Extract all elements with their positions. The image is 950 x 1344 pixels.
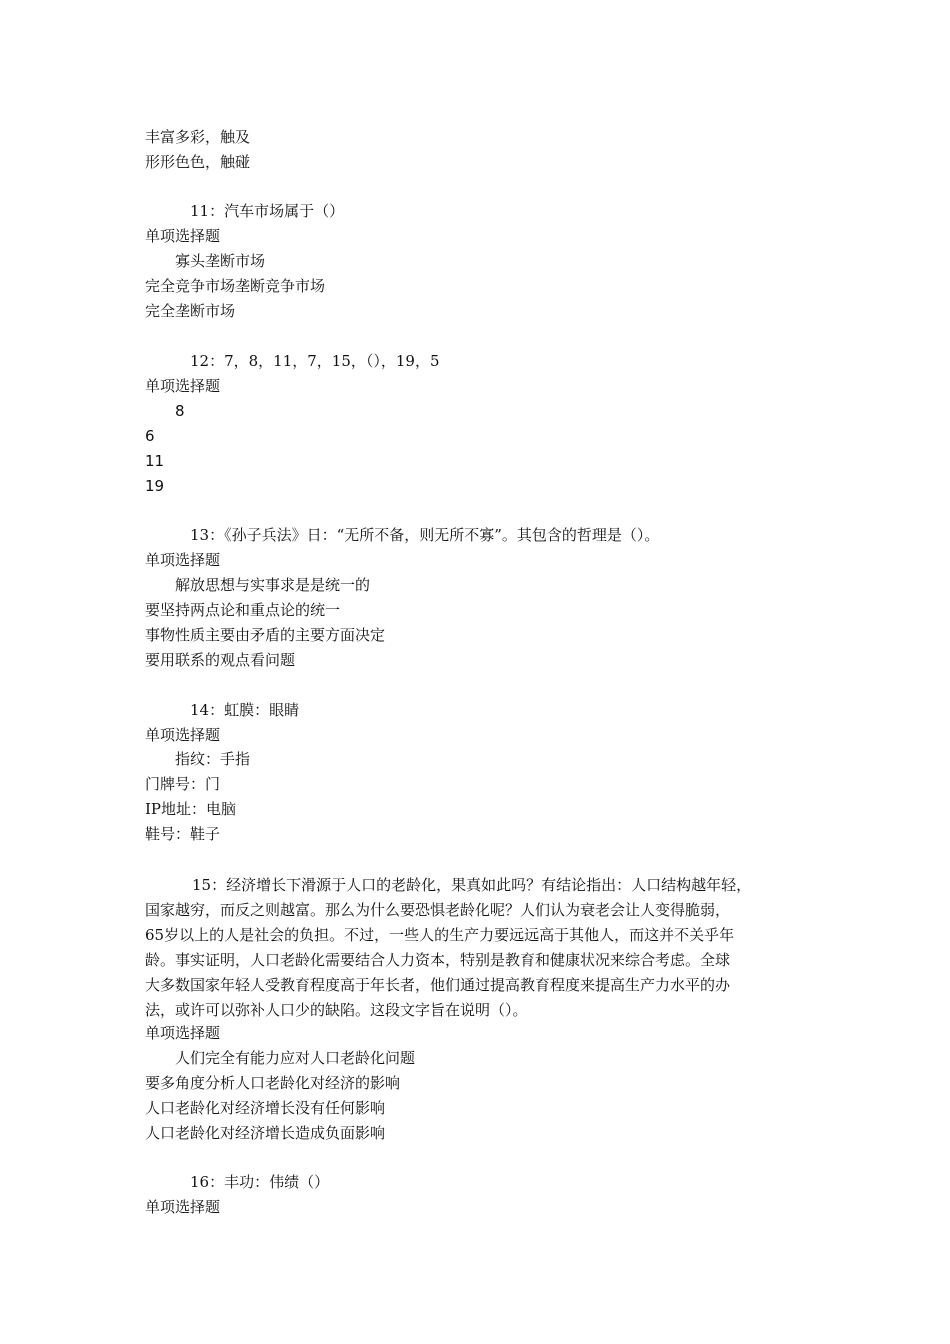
question-type: 单项选择题 bbox=[145, 1198, 221, 1216]
option-line: 指纹：手指 bbox=[175, 750, 251, 768]
question-type: 单项选择题 bbox=[145, 227, 221, 245]
option-line: 要坚持两点论和重点论的统一 bbox=[145, 601, 341, 619]
stem-line: 国家越穷，而反之则越富。那么为什么要恐惧老龄化呢？人们认为衰老会让人变得脆弱， bbox=[145, 901, 731, 919]
question-stem: 14：虹膜：眼睛 bbox=[190, 701, 300, 719]
stem-line: 法，或许可以弥补人口少的缺陷。这段文字旨在说明（）。 bbox=[145, 1001, 528, 1019]
stem-line: 65岁以上的人是社会的负担。不过，一些人的生产力要远远高于其他人，而这并不关乎年 bbox=[145, 926, 735, 944]
stem-line: 龄。事实证明，人口老龄化需要结合人力资本，特别是教育和健康状况来综合考虑。全球 bbox=[145, 951, 731, 969]
question-type: 单项选择题 bbox=[145, 377, 221, 395]
option-line: 门牌号：门 bbox=[145, 775, 221, 793]
question-type: 单项选择题 bbox=[145, 1024, 221, 1042]
option-line: 丰富多彩，触及 bbox=[145, 128, 251, 146]
option-line: 19 bbox=[145, 477, 165, 495]
option-line: 要用联系的观点看问题 bbox=[145, 651, 296, 669]
option-line: 11 bbox=[145, 452, 165, 470]
question-stem: 13：《孙子兵法》日：“无所不备，则无所不寡”。其包含的哲理是（）。 bbox=[190, 526, 660, 544]
stem-line: 15：经济增长下滑源于人口的老龄化，果真如此吗？有结论指出：人口结构越年轻， bbox=[192, 876, 752, 894]
option-line: 事物性质主要由矛盾的主要方面决定 bbox=[145, 626, 386, 644]
option-line: 解放思想与实事求是是统一的 bbox=[175, 576, 371, 594]
option-line: 寡头垄断市场 bbox=[175, 252, 266, 270]
option-line: 人口老龄化对经济增长造成负面影响 bbox=[145, 1124, 386, 1142]
question-stem: 12：7，8，11，7，15，（），19，5 bbox=[190, 352, 440, 370]
option-line: 8 bbox=[175, 402, 185, 420]
option-line: 完全垄断市场 bbox=[145, 302, 236, 320]
option-line: 人们完全有能力应对人口老龄化问题 bbox=[175, 1049, 416, 1067]
option-line: 人口老龄化对经济增长没有任何影响 bbox=[145, 1099, 386, 1117]
option-line: 鞋号：鞋子 bbox=[145, 825, 221, 843]
question-stem: 11：汽车市场属于（） bbox=[190, 202, 345, 220]
question-type: 单项选择题 bbox=[145, 551, 221, 569]
option-line: 要多角度分析人口老龄化对经济的影响 bbox=[145, 1074, 401, 1092]
option-line: IP地址：电脑 bbox=[145, 800, 237, 818]
option-line: 形形色色，触碰 bbox=[145, 153, 251, 171]
stem-line: 大多数国家年轻人受教育程度高于年长者，他们通过提高教育程度来提高生产力水平的办 bbox=[145, 976, 731, 994]
question-type: 单项选择题 bbox=[145, 726, 221, 744]
question-stem-paragraph bbox=[145, 873, 825, 1023]
question-stem: 16：丰功：伟绩（） bbox=[190, 1173, 330, 1191]
option-line: 6 bbox=[145, 427, 155, 445]
option-line: 完全竞争市场垄断竞争市场 bbox=[145, 277, 326, 295]
